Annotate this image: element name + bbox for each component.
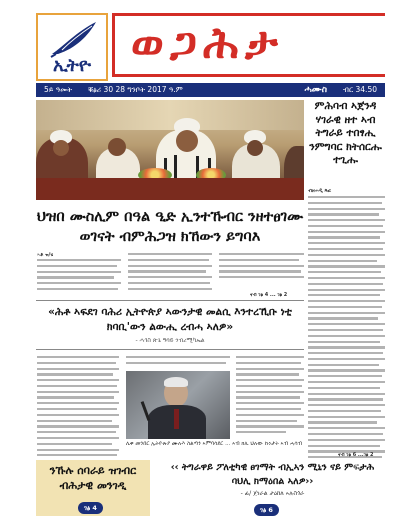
face-shape [247,140,263,156]
teaser-right-page[interactable]: ገፅ 6 [254,504,279,516]
hero-photo [36,100,304,200]
issue-number: 5ይ ዓመት [44,85,73,94]
quote-block [36,300,304,346]
microphone [174,155,177,180]
main-story-col-3 [219,253,304,282]
main-story-col-2 [128,253,212,293]
hair-shape [164,377,188,387]
face-shape [53,140,69,156]
info-bar [36,83,385,97]
main-headline: ህዝበ ሙስሊም በዓል ዒድ ኢንተኹብር ንዘተፀገሙ ወገናት ብምሕጋዝ ክኸውን ይግባእ [36,209,304,245]
issue-day: ሓሙስ [304,85,328,95]
quote-author: - ሓጎስ ጽጌ ዓባይ ንብረሚካኤል [135,337,205,344]
main-story-col-1 [37,259,121,294]
issue-price: ብር 34.50 [343,85,377,94]
face-shape [176,130,198,152]
tie-shape [174,409,179,429]
teaser-right-author: - ፊ/ ጀነራል ታዕከለ ኣሉስጎራ [240,490,305,497]
table-cloth [36,178,304,200]
logo-text: ኢትዮ [53,55,91,76]
microphone [141,401,151,421]
masthead-title: ወጋሕታ [112,13,385,77]
quill-icon [48,20,100,58]
divider [36,349,304,350]
speaker-photo [126,371,230,439]
lower-col-3 [236,356,304,437]
main-byline: ኣቶ ዝ/ሄ [37,252,54,258]
teaser-right-text: ‹‹ ትግራዋይ ፖለቲካዊ ፀገማት ብኢኣን ሚኒን ናይ ምፍታሕ ባህሊ ክማዕበል ኣለዎ›› [170,462,375,487]
right-headline: ምሕባብ ኣጀንዳ ሃገራዊ ዘተ ኣብ ትግራይ ተበፃሒ ንምግባር ክትሰርሑ ተጊሑ [309,100,382,166]
logo [36,13,108,81]
teaser-left-text: ንኹሉ ሰባራይ ዝገብር ብሕታዊ መንገዲ [49,464,137,492]
right-continued: ናብ ገፅ 6 ...ገፅ 2 [338,452,374,458]
backdrop-banner [36,100,304,130]
face-shape [108,138,126,156]
lower-col-2-top [126,356,230,368]
right-byline: ብዘሐዲ ጻፎ [308,188,331,194]
quote-text: «ሕቶ ኣፍደገ ባሕሪ ኢትዮጵያ ኣውንታዊ መልሲ እንተረኺቡ ነቲ ክባቢ'ውን ልውሒ ረብሓ ኣለዎ» [48,306,292,333]
lower-col-1 [37,356,119,472]
right-column-text [308,196,385,474]
issue-date: ቑፅሪ 30 28 ግንቦት 2017 ዓ.ም [88,85,183,94]
main-continued: ናብ ገፅ 4 ... ገፅ 2 [250,292,288,298]
masthead [0,0,400,82]
teaser-left-page[interactable]: ገፅ 4 [78,502,103,514]
photo-caption: ሊቀ መንበር ኢትዮጵያ ሙሉእ ስልጣን ኣምባሳደር ... ኣብ ክሊ ህሉው ኩነታት ኣብ ሓሳብ [126,441,302,447]
